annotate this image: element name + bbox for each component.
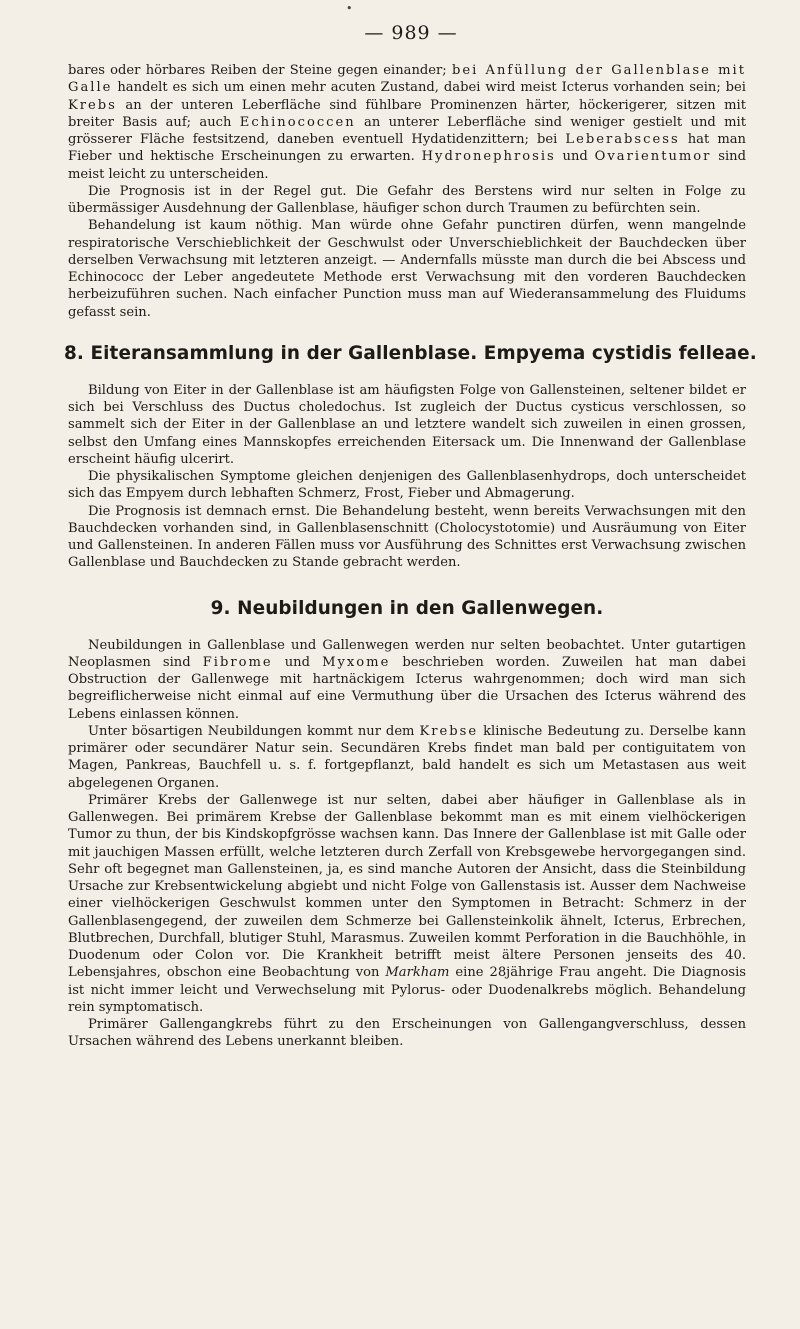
paragraph-primary-cancer: Primärer Krebs der Gallenwege ist nur selten, dabei aber häufiger in Gallenblase als in Gallenwegen. Bei primärem Krebse der Gallenblase bekommt man es mit einem vielhöckerigen Tumor zu thun, der bis Kindskopfgrösse wachsen kann. Das Innere der Gallenblase ist mit Galle oder mit jauchigen Massen erfüllt, welche letzteren durch Zerfall von Krebsgewebe hervorgegangen sind. Sehr oft begegnet man Gallensteinen, ja, es sind manche Autoren der Ansicht, dass die Steinbildung Ursache zur Krebsentwickelung abgiebt und nicht Folge von Gallenstasis ist. Ausser dem Nachweise einer vielhöckerigen Geschwulst kommen unter den Symptomen in Betracht: Schmerz in der Gallenblasengegend, der zuweilen dem Schmerze bei Gallensteinkolik ähnelt, Icterus, Erbrechen, Blutbrechen, Durchfall, blutiger Stuhl, Marasmus. Zuweilen kommt Perforation in die Bauchhöhle, in Duodenum oder Colon vor. Die Krankheit betrifft meist ältere Personen jenseits des 40. Lebensjahres, obschon eine Beobachtung von Markham eine 28jährige Frau angeht. Die Diagnosis ist nicht immer leicht und Verwechselung mit Pylorus- oder Duodenalkrebs möglich. Behandelung rein symptomatisch. xyxy=(68,792,746,1015)
page-number: — 989 — xyxy=(364,22,458,44)
paragraph-treatment: Behandelung ist kaum nöthig. Man würde ohne Gefahr punctiren dürfen, wenn mangelnde respiratorische Verschieblichkeit der Geschwulst oder Unverschieblichkeit der Bauchdecken über derselben Verwachsung mit letzteren anzeigt. — Andernfalls müsste man durch die bei Abscess und Echinococc der Leber angedeutete Methode erst Verwachsung mit den vorderen Bauchdecken herbeizuführen suchen. Nach einfacher Punction muss man auf Wiederansammelung des Fluidums gefasst sein. xyxy=(68,218,746,320)
paragraph-empyema-formation: Bildung von Eiter in der Gallenblase ist am häufigsten Folge von Gallensteinen, seltener bildet er sich bei Verschluss des Ductus choledochus. Ist zugleich der Ductus cysticus verschlossen, so sammelt sich der Eiter in der Gallenblase an und letztere wandelt sich zuweilen in einen grossen, selbst den Umfang eines Mannskopfes erreichenden Eitersack um. Die Innenwand der Gallenblase erscheint häufig ulcerirt. xyxy=(68,382,746,467)
paragraph-prognosis: Die Prognosis ist in der Regel gut. Die Gefahr des Berstens wird nur selten in Folge zu übermässiger Ausdehnung der Gallenblase, häufiger schon durch Traumen zu befürchten sein. xyxy=(68,183,746,216)
paragraph-differential-diagnosis: bares oder hörbares Reiben der Steine gegen einander; bei Anfüllung der Gallenblase mit Galle handelt es sich um einen mehr acuten Zustand, dabei wird meist Icterus vorhanden sein; bei Krebs an der unteren Leberfläche sind fühlbare Prominenzen härter, höckerigerer, sitzen mit breiter Basis auf; auch Echinococcen an unterer Leberfläche sind weniger gestielt und mit grösserer Fläche festsitzend, daneben eventuell Hydatidenzittern; bei Leberabscess hat man Fieber und hektische Erscheinungen zu erwarten. Hydronephrosis und Ovarientumor sind meist leicht zu unterscheiden. xyxy=(68,63,746,182)
section-heading-neoplasms: 9. Neubildungen in den Gallenwegen. xyxy=(210,597,604,619)
section-heading-empyema: 8. Eiteransammlung in der Gallenblase. Empyema cystidis felleae. xyxy=(64,342,757,364)
print-mark: • xyxy=(346,2,353,15)
paragraph-empyema-symptoms: Die physikalischen Symptome gleichen denjenigen des Gallenblasenhydrops, doch unterscheidet sich das Empyem durch lebhaften Schmerz, Frost, Fieber und Abmagerung. xyxy=(68,469,746,502)
paragraph-bile-duct-cancer: Primärer Gallengangkrebs führt zu den Erscheinungen von Gallengangverschluss, dessen Ursachen während des Lebens unerkannt bleiben. xyxy=(68,1017,746,1050)
paragraph-neoplasms-benign: Neubildungen in Gallenblase und Gallenwegen werden nur selten beobachtet. Unter gutartigen Neoplasmen sind Fibrome und Myxome beschrieben worden. Zuweilen hat man dabei Obstruction der Gallenwege mit hartnäckigem Icterus wahrgenommen; doch wird man sich begreiflicherweise nicht einmal auf eine Vermuthung über die Ursachen des Icterus während des Lebens einlassen können. xyxy=(68,637,746,722)
paragraph-empyema-prognosis: Die Prognosis ist demnach ernst. Die Behandelung besteht, wenn bereits Verwachsungen mit den Bauchdecken vorhanden sind, in Gallenblasenschnitt (Cholocystotomie) und Ausräumung von Eiter und Gallensteinen. In anderen Fällen muss vor Ausführung des Schnittes erst Verwachsung zwischen Gallenblase und Bauchdecken zu Stande gebracht werden. xyxy=(68,503,746,571)
paragraph-neoplasms-malignant: Unter bösartigen Neubildungen kommt nur dem Krebse klinische Bedeutung zu. Derselbe kann primärer oder secundärer Natur sein. Secundären Krebs findet man bald per contiguitatem von Magen, Pankreas, Bauchfell u. s. f. fortgepflanzt, bald handelt es sich um Metastasen aus weit abgelegenen Organen. xyxy=(68,723,746,791)
